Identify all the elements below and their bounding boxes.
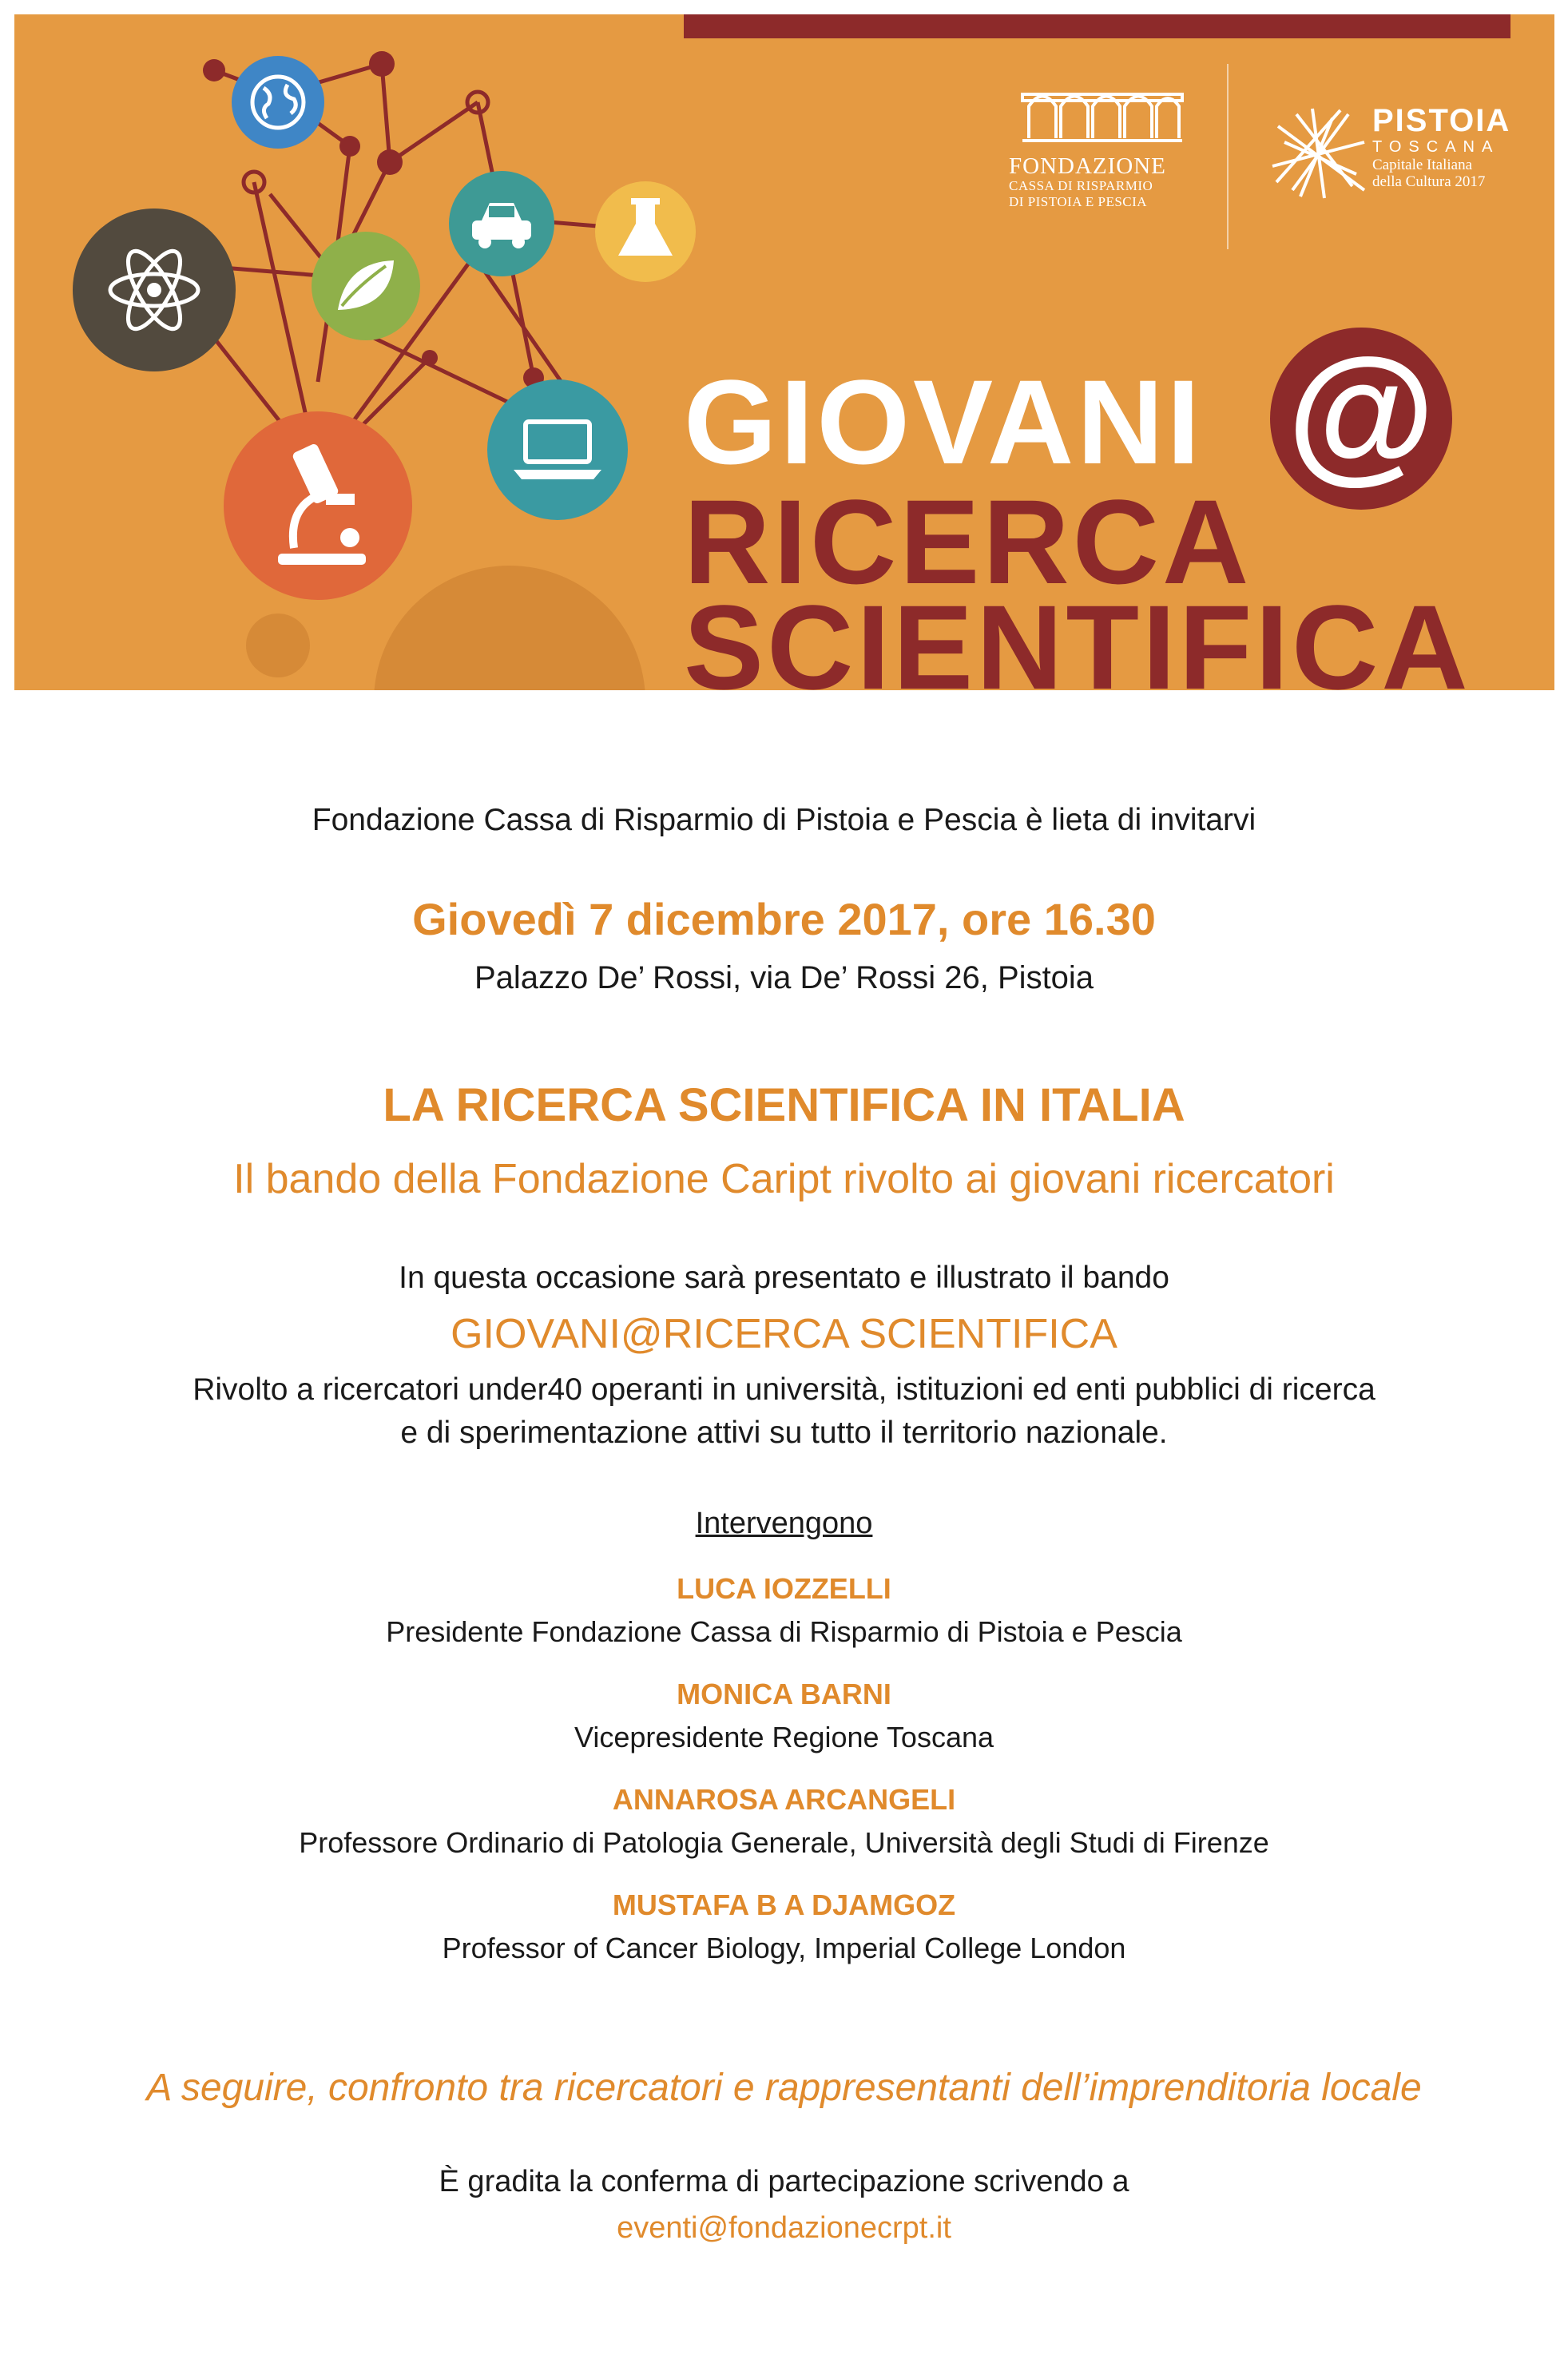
laptop-icon (487, 379, 628, 520)
title-ricerca: RICERCA (684, 475, 1252, 609)
rsvp-email-row (0, 2211, 1568, 2246)
pistoia-logo-text (1372, 104, 1510, 190)
fondazione-subtitle-2: DI PISTOIA E PESCIA (1009, 194, 1148, 209)
followup-note: A seguire, confronto tra ricercatori e rappresentanti dell’imprenditoria locale (146, 2067, 1422, 2109)
description-line-3: e di sperimentazione attivi su tutto il territorio nazionale. (400, 1416, 1168, 1450)
speaker-name: LUCA IOZZELLI (677, 1572, 891, 1605)
speaker-role: Professore Ordinario di Patologia Generale, Università degli Studi di Firenze (299, 1826, 1269, 1859)
flask-icon (595, 181, 696, 282)
title-giovani: GIOVANI (684, 355, 1204, 489)
speaker-role: Presidente Fondazione Cassa di Risparmio di Pistoia e Pescia (386, 1615, 1182, 1648)
speaker-role: Professor of Cancer Biology, Imperial College London (442, 1932, 1126, 1964)
fondazione-name: FONDAZIONE (1009, 153, 1166, 179)
pistoia-star-logo (1272, 109, 1364, 198)
event-venue: Palazzo De’ Rossi, via De’ Rossi 26, Pistoia (474, 960, 1094, 995)
microscope-icon (224, 411, 412, 600)
fondazione-subtitle-1: CASSA DI RISPARMIO (1009, 178, 1153, 193)
speaker-name: MUSTAFA B A DJAMGOZ (612, 1888, 956, 1921)
title-scientifica: SCIENTIFICA (684, 580, 1471, 690)
rsvp-text: È gradita la conferma di partecipazione scrivendo a (439, 2165, 1129, 2198)
globe-icon (232, 56, 324, 149)
speaker-name: MONICA BARNI (677, 1678, 891, 1710)
pistoia-caption-2: della Cultura 2017 (1372, 173, 1486, 190)
pistoia-subtitle: TOSCANA (1372, 138, 1500, 156)
description-line-2: Rivolto a ricercatori under40 operanti in università, istituzioni ed enti pubblici di ricerca (193, 1372, 1375, 1407)
leaf-icon (312, 232, 420, 340)
invite-intro: Fondazione Cassa di Risparmio di Pistoia e Pescia è lieta di invitarvi (312, 803, 1256, 837)
pistoia-title: PISTOIA (1372, 103, 1511, 138)
atom-icon (73, 208, 236, 371)
topic-subtitle: Il bando della Fondazione Caript rivolto ai giovani ricercatori (233, 1156, 1335, 1202)
title-at-sign: @ (1270, 328, 1452, 510)
topic-title: LA RICERCA SCIENTIFICA IN ITALIA (383, 1079, 1185, 1131)
pistoia-caption-1: Capitale Italiana (1372, 157, 1473, 173)
description-line-1: In questa occasione sarà presentato e illustrato il bando (399, 1261, 1169, 1295)
speaker-role: Vicepresidente Regione Toscana (574, 1721, 994, 1753)
fondazione-bridge-logo (1022, 94, 1182, 141)
header-banner (14, 14, 1554, 690)
program-name: GIOVANI@RICERCA SCIENTIFICA (451, 1311, 1117, 1357)
speakers-heading (0, 1507, 1568, 1541)
event-date: Giovedì 7 dicembre 2017, ore 16.30 (412, 894, 1156, 944)
fondazione-logo-text (1009, 154, 1193, 210)
rsvp-email-link[interactable]: eventi@fondazionecrpt.it (617, 2211, 951, 2245)
speakers-heading-text: Intervengono (695, 1507, 873, 1540)
speaker-name: ANNAROSA ARCANGELI (612, 1783, 956, 1816)
logo-separator (1227, 64, 1229, 249)
car-icon (449, 171, 554, 276)
